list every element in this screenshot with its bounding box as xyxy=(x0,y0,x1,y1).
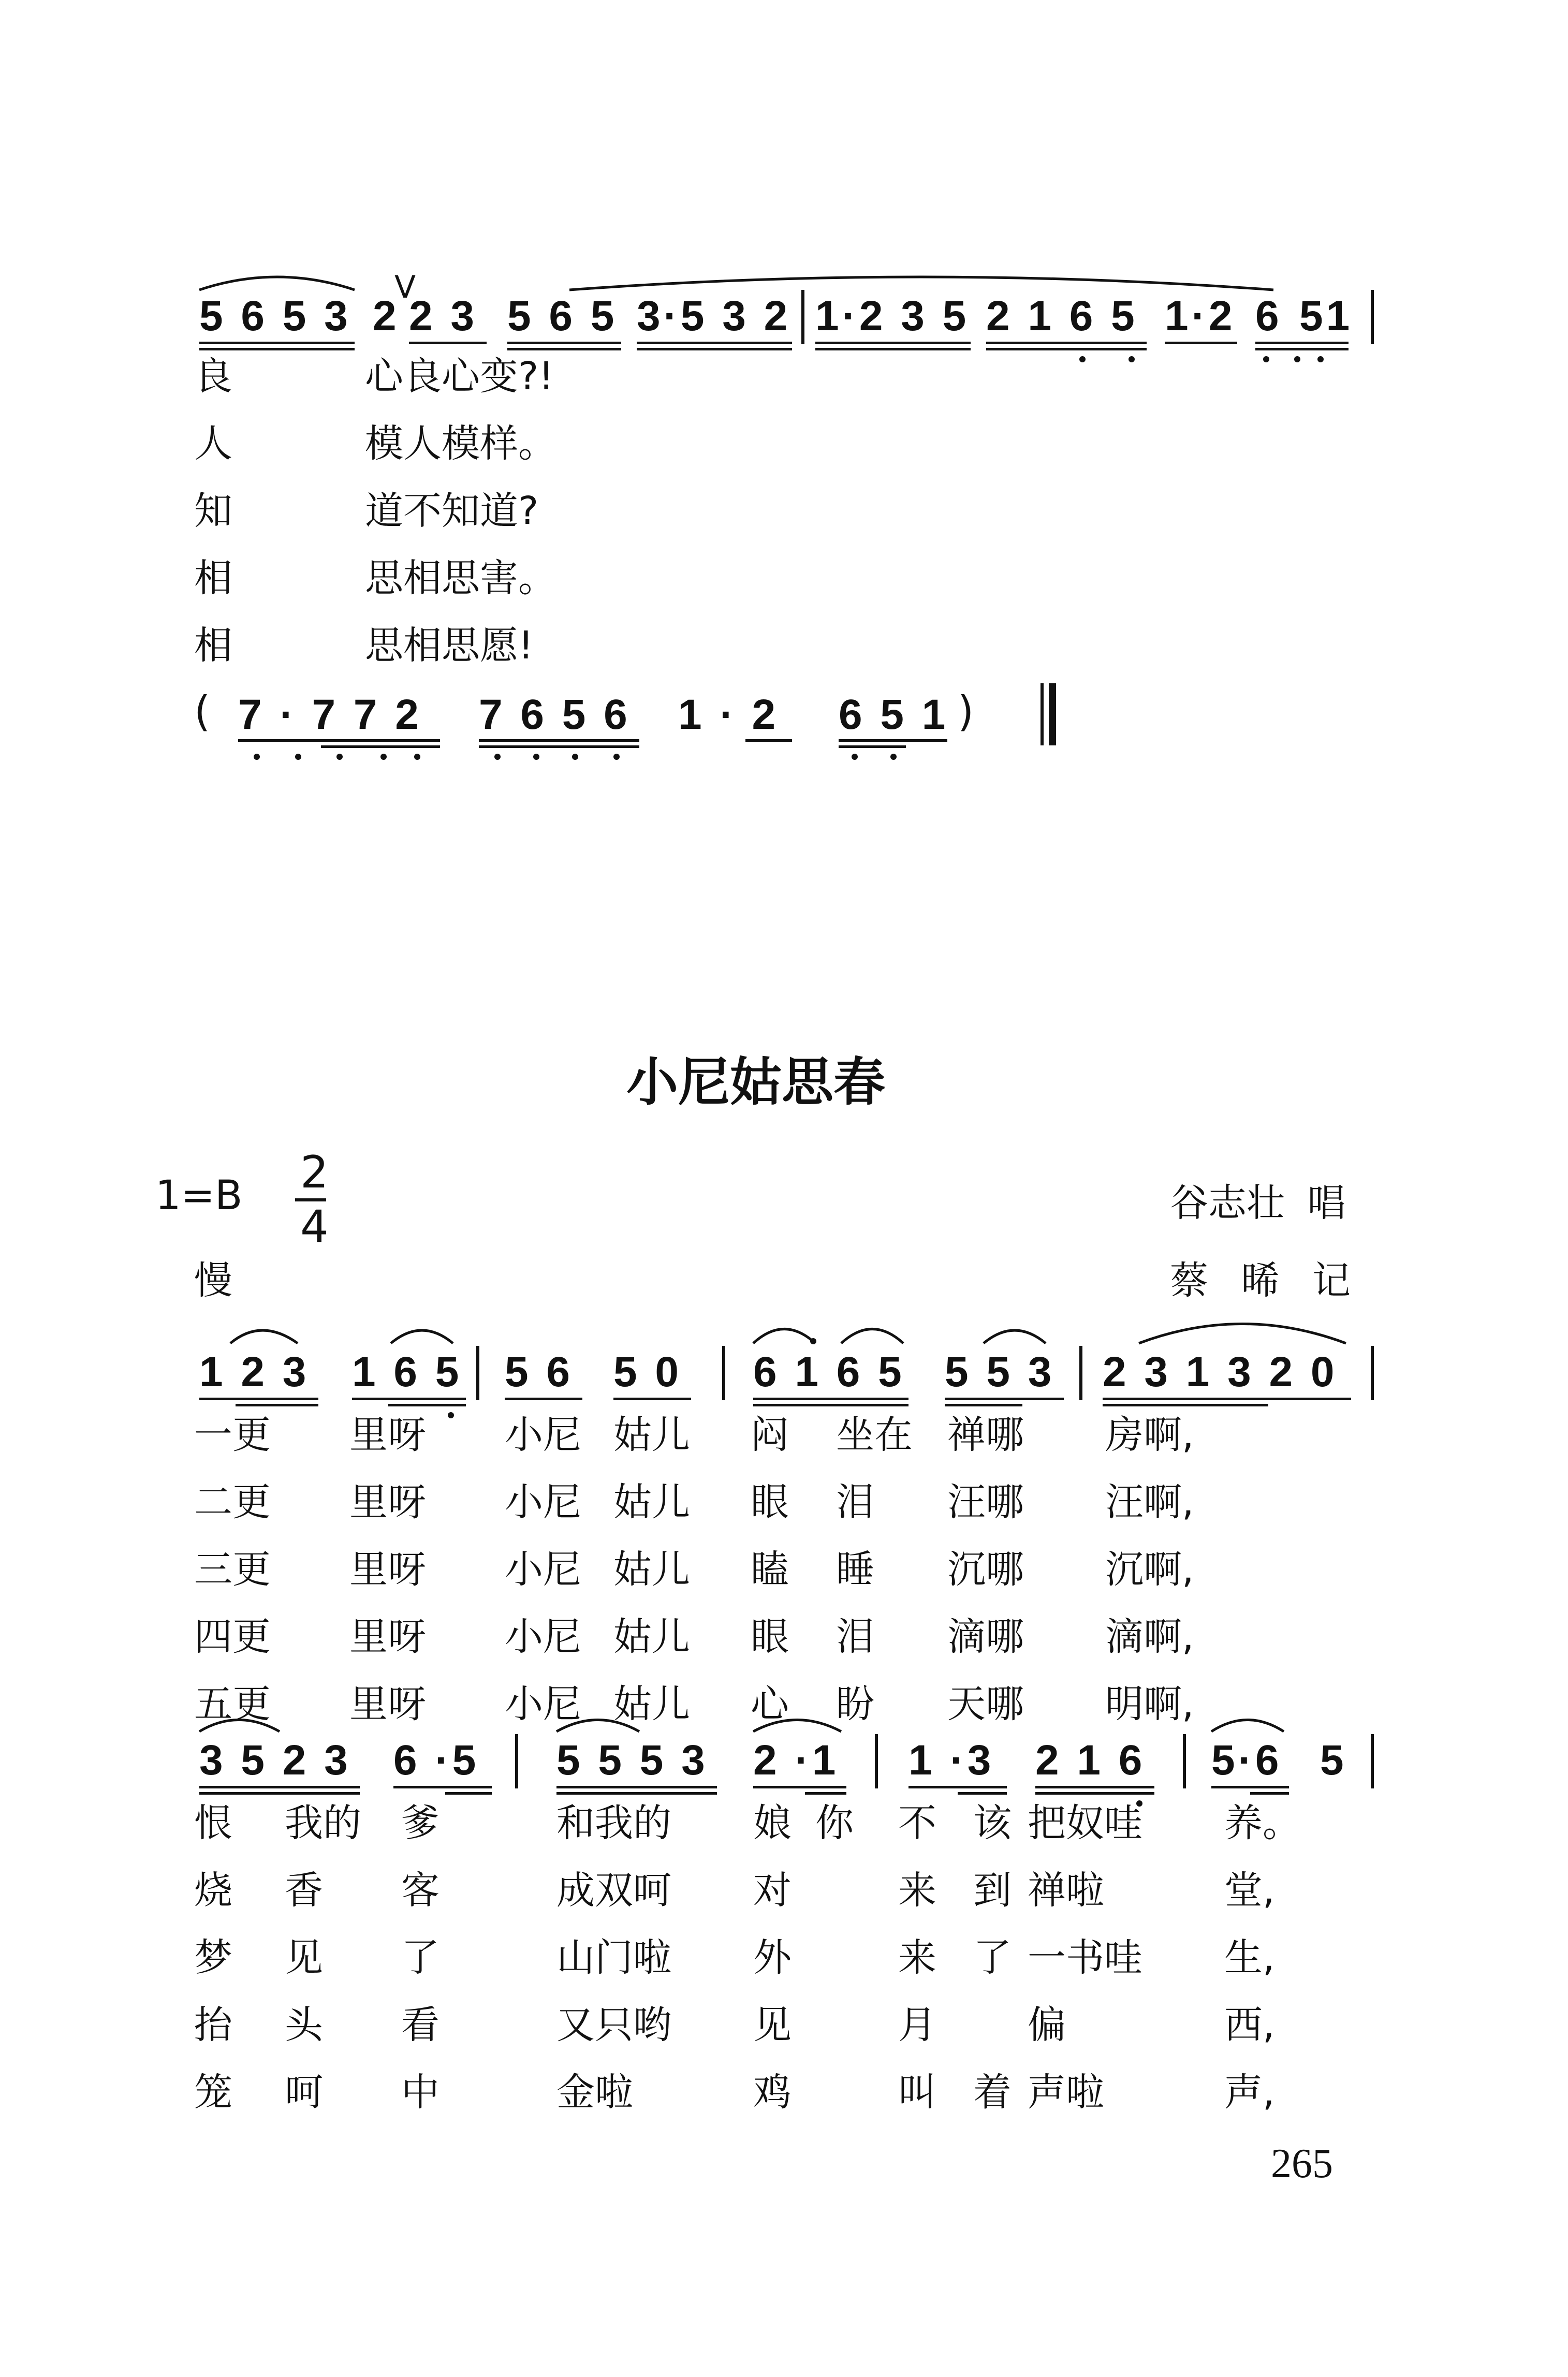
interlude-notes: 6 5 1 xyxy=(839,691,949,738)
lyric-syllable: 里呀 xyxy=(349,1480,426,1524)
note-group: 1 6 5 xyxy=(352,1348,462,1396)
lyric-syllable: 良 xyxy=(194,354,232,399)
note-group: 3·5 3 2 xyxy=(637,292,791,340)
lyric-syllable: 成双呵 xyxy=(556,1868,671,1913)
lyric-syllable: 瞌 xyxy=(751,1547,789,1592)
lyric-syllable: 汪啊, xyxy=(1105,1480,1194,1524)
lyric-syllable: 抬 xyxy=(194,2003,232,2047)
lyric-syllable: 烧 xyxy=(194,1868,232,1913)
slur-arc xyxy=(230,1330,298,1343)
lyric-syllable: 天哪 xyxy=(947,1682,1024,1726)
slur-arc xyxy=(1211,1720,1284,1732)
breath-mark: V xyxy=(394,269,416,305)
slur-arc xyxy=(841,1329,903,1344)
lyric-syllable: 滴哪 xyxy=(947,1615,1024,1659)
song-title: 小尼姑思春 xyxy=(626,1052,885,1112)
note-group: 6 xyxy=(1255,292,1282,340)
slur-arc xyxy=(753,1720,841,1732)
lyric-syllable: 叫 xyxy=(898,2070,936,2115)
lyric-syllable: 五更 xyxy=(194,1682,271,1726)
note-group: 5 5 3 xyxy=(945,1348,1055,1396)
interlude-open-paren: ( xyxy=(194,687,211,736)
lyric-syllable: 养。 xyxy=(1224,1801,1301,1845)
lyric-syllable: 模人模样。 xyxy=(365,421,556,466)
time-sig-bottom: 4 xyxy=(300,1201,329,1253)
note-group: 6 1 6 5 xyxy=(753,1348,905,1396)
lyric-syllable: 禅啦 xyxy=(1028,1868,1104,1913)
lyric-syllable: 中 xyxy=(401,2070,439,2115)
lyric-syllable: 我的 xyxy=(285,1801,361,1845)
lyric-syllable: 二更 xyxy=(194,1480,271,1524)
lyric-syllable: 眼 xyxy=(751,1615,789,1659)
lyric-syllable: 里呀 xyxy=(349,1682,426,1726)
lyric-syllable: 道不知道? xyxy=(365,489,539,533)
lyric-syllable: 闷 xyxy=(751,1413,789,1457)
lyric-syllable: 姑儿 xyxy=(613,1480,690,1524)
lyric-syllable: 心 xyxy=(751,1682,789,1726)
lyric-syllable: 来 xyxy=(898,1935,936,1980)
lyric-syllable: 沉啊, xyxy=(1105,1547,1194,1592)
lyric-syllable: 又只哟 xyxy=(556,2003,671,2047)
interlude-notes: 1 · 2 xyxy=(678,691,779,738)
lyric-syllable: 人 xyxy=(194,421,232,466)
note-group: 1 ·3 xyxy=(908,1737,994,1784)
lyric-syllable: 来 xyxy=(898,1868,936,1913)
lyric-syllable: 梦 xyxy=(194,1935,232,1980)
lyric-syllable: 堂, xyxy=(1224,1868,1275,1913)
lyric-syllable: 里呀 xyxy=(349,1413,426,1457)
note-group: 1·2 xyxy=(1165,292,1236,340)
slur-arc xyxy=(569,277,1273,290)
lyric-syllable: 思相思害。 xyxy=(365,556,556,600)
note-group: 3 5 2 3 xyxy=(199,1737,351,1784)
lyric-syllable: 呵 xyxy=(285,2070,323,2115)
lyric-syllable: 客 xyxy=(401,1868,439,1913)
lyric-syllable: 声啦 xyxy=(1028,2070,1104,2115)
lyric-syllable: 到 xyxy=(973,1868,1012,1913)
lyric-syllable: 声, xyxy=(1224,2070,1275,2115)
note-group: 1·2 3 5 xyxy=(815,292,970,340)
lyric-syllable: 香 xyxy=(285,1868,323,1913)
lyric-syllable: 三更 xyxy=(194,1547,271,1592)
lyric-syllable: 小尼 xyxy=(505,1413,581,1457)
lyric-syllable: 泪 xyxy=(836,1480,874,1524)
lyric-syllable: 四更 xyxy=(194,1615,271,1659)
lyric-syllable: 坐在 xyxy=(836,1413,913,1457)
lyric-syllable: 姑儿 xyxy=(613,1682,690,1726)
note-group: 2 3 1 3 2 0 xyxy=(1103,1348,1338,1396)
slur-arc xyxy=(391,1330,453,1343)
lyric-syllable: 了 xyxy=(973,1935,1012,1980)
lyric-syllable: 笼 xyxy=(194,2070,232,2115)
slur-arc xyxy=(199,277,355,290)
lyric-syllable: 小尼 xyxy=(505,1547,581,1592)
lyric-syllable: 你 xyxy=(815,1801,854,1845)
lyric-syllable: 里呀 xyxy=(349,1547,426,1592)
lyric-syllable: 偏 xyxy=(1028,2003,1066,2047)
note-group: 5 5 5 3 xyxy=(556,1737,708,1784)
lyric-syllable: 爹 xyxy=(401,1801,439,1845)
lyric-syllable: 禅哪 xyxy=(947,1413,1024,1457)
note-group: 2 3 xyxy=(409,292,477,340)
recorder-credit: 蔡 晞 记 xyxy=(1170,1258,1351,1303)
lyric-syllable: 西, xyxy=(1224,2003,1275,2047)
lyric-syllable: 姑儿 xyxy=(613,1413,690,1457)
slur-arc xyxy=(753,1329,815,1344)
lyric-syllable: 外 xyxy=(753,1935,792,1980)
page-number: 265 xyxy=(1271,2141,1333,2187)
lyric-syllable: 一更 xyxy=(194,1413,271,1457)
lyric-syllable: 该 xyxy=(973,1801,1012,1845)
lyric-syllable: 相 xyxy=(194,556,232,600)
lyric-syllable: 滴啊, xyxy=(1105,1615,1194,1659)
lyric-syllable: 小尼 xyxy=(505,1615,581,1659)
lyric-syllable: 明啊, xyxy=(1105,1682,1194,1726)
note-group: 5 6 xyxy=(505,1348,573,1396)
lyric-syllable: 看 xyxy=(401,2003,439,2047)
lyric-syllable: 汪哪 xyxy=(947,1480,1024,1524)
singer-credit: 谷志壮 唱 xyxy=(1170,1181,1346,1225)
slur-arc xyxy=(1139,1324,1346,1344)
lyric-syllable: 把奴哇 xyxy=(1028,1801,1142,1845)
key-signature: 1=B xyxy=(155,1172,243,1219)
lyric-syllable: 睡 xyxy=(836,1547,874,1592)
lyric-syllable: 眼 xyxy=(751,1480,789,1524)
interlude-close-paren: ) xyxy=(958,687,974,736)
lyric-syllable: 恨 xyxy=(194,1801,232,1845)
note-group: 1 2 3 xyxy=(199,1348,310,1396)
note-group: 5 0 xyxy=(613,1348,682,1396)
slur-arc xyxy=(199,1720,280,1732)
lyric-syllable: 姑儿 xyxy=(613,1547,690,1592)
lyric-syllable: 对 xyxy=(753,1868,792,1913)
lyric-syllable: 知 xyxy=(194,489,232,533)
note-group: 2 1 6 xyxy=(1035,1737,1146,1784)
note-group: 2 1 6 5 xyxy=(986,292,1138,340)
lyric-syllable: 和我的 xyxy=(556,1801,671,1845)
slur-arc xyxy=(556,1720,639,1732)
note-group: 5 6 5 3 xyxy=(199,292,351,340)
lyric-syllable: 姑儿 xyxy=(613,1615,690,1659)
lyric-syllable: 房啊, xyxy=(1105,1413,1194,1457)
lyric-syllable: 盼 xyxy=(836,1682,874,1726)
note-group: 2 ·1 xyxy=(753,1737,839,1784)
note-group: 5 xyxy=(1320,1737,1347,1784)
note-group: 2 xyxy=(373,292,400,340)
lyric-syllable: 了 xyxy=(401,1935,439,1980)
tempo-marking: 慢 xyxy=(194,1258,232,1303)
note-group: 51 xyxy=(1299,292,1353,340)
lyric-syllable: 小尼 xyxy=(505,1682,581,1726)
lyric-syllable: 沉哪 xyxy=(947,1547,1024,1592)
interlude-notes: 7 6 5 6 xyxy=(479,691,631,738)
lyric-syllable: 金啦 xyxy=(556,2070,633,2115)
lyric-syllable: 小尼 xyxy=(505,1480,581,1524)
lyric-syllable: 月 xyxy=(898,2003,936,2047)
note-group: 5 6 5 xyxy=(507,292,618,340)
lyric-syllable: 见 xyxy=(753,2003,792,2047)
lyric-syllable: 娘 xyxy=(753,1801,792,1845)
lyric-syllable: 心良心变?! xyxy=(365,354,554,399)
lyric-syllable: 思相思愿! xyxy=(365,623,534,668)
interlude-notes: 7 · 7 7 2 xyxy=(238,691,422,738)
lyric-syllable: 鸡 xyxy=(753,2070,792,2115)
note-group: 6 ·5 xyxy=(393,1737,479,1784)
note-group: 5·6 xyxy=(1211,1737,1282,1784)
lyric-syllable: 生, xyxy=(1224,1935,1275,1980)
lyric-syllable: 不 xyxy=(898,1801,936,1845)
lyric-syllable: 头 xyxy=(285,2003,323,2047)
lyric-syllable: 一书哇 xyxy=(1028,1935,1142,1980)
lyric-syllable: 相 xyxy=(194,623,232,668)
time-sig-top: 2 xyxy=(300,1147,329,1198)
lyric-syllable: 山门啦 xyxy=(556,1935,671,1980)
slur-arc xyxy=(984,1330,1046,1343)
lyric-syllable: 里呀 xyxy=(349,1615,426,1659)
lyric-syllable: 着 xyxy=(973,2070,1012,2115)
lyric-syllable: 泪 xyxy=(836,1615,874,1659)
lyric-syllable: 见 xyxy=(285,1935,323,1980)
